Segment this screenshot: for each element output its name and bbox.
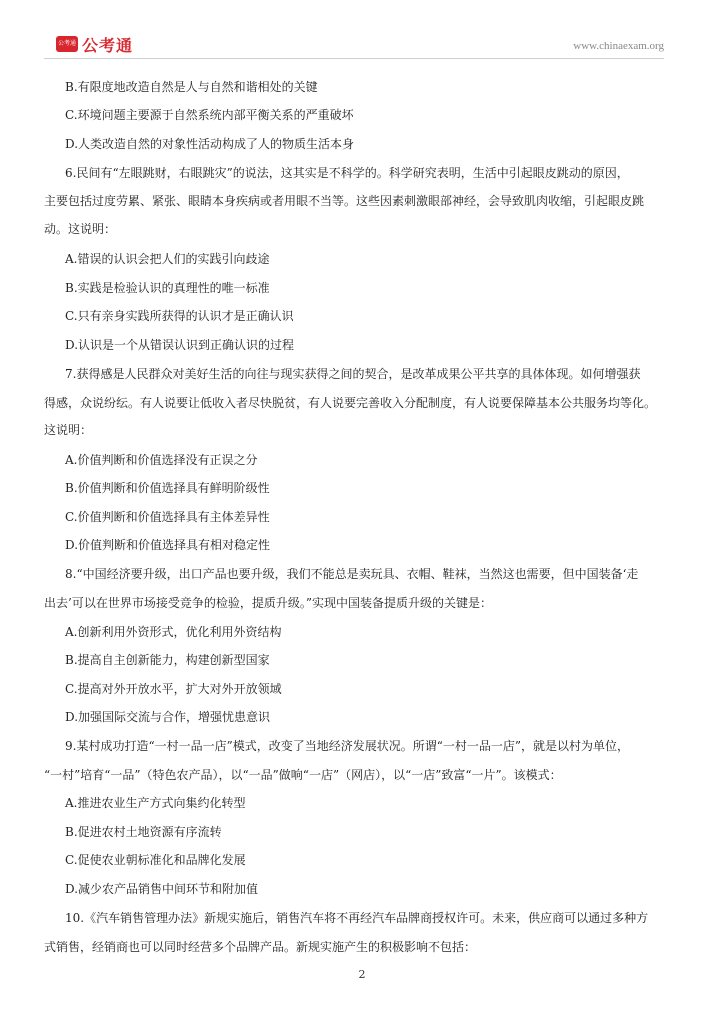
site-url[interactable]: www.chinaexam.org <box>573 40 664 52</box>
logo-text: 公考通 <box>82 36 134 55</box>
option-c: C.价值判断和价值选择具有主体差异性 <box>65 510 270 524</box>
option-d: D.人类改造自然的对象性活动构成了人的物质生活本身 <box>65 137 355 151</box>
option-b: B.价值判断和价值选择具有鲜明阶级性 <box>65 481 270 495</box>
option-d: D.认识是一个从错误认识到正确认识的过程 <box>65 338 295 352</box>
question-9-text: 9.某村成功打造“一村一品一店”模式，改变了当地经济发展状况。所谓“一村一品一店”，就是以村为单位， <box>65 739 629 753</box>
header-divider <box>44 58 664 59</box>
option-d: D.价值判断和价值选择具有相对稳定性 <box>65 538 271 552</box>
question-10-text: 10.《汽车销售管理办法》新规实施后，销售汽车将不再经汽车品牌商授权许可。未来，供应商可以通过多种方 <box>65 911 649 925</box>
question-9-text: “一村”培育“一品”（特色农产品），以“一品”做响“一店”（网店），以“一店”致富“一片”。该模式： <box>44 768 562 782</box>
option-d: D.加强国际交流与合作，增强忧患意识 <box>65 710 271 724</box>
option-c: C.提高对外开放水平，扩大对外开放领域 <box>65 682 282 696</box>
option-b: B.实践是检验认识的真理性的唯一标准 <box>65 281 270 295</box>
option-c: C.促使农业朝标准化和品牌化发展 <box>65 853 246 867</box>
question-6-text: 动。这说明： <box>44 222 117 236</box>
option-a: A.错误的认识会把人们的实践引向歧途 <box>65 252 270 266</box>
question-8-text: 出去’可以在世界市场接受竞争的检验，提质升级。”实现中国装备提质升级的关键是： <box>44 596 492 610</box>
question-6-text: 主要包括过度劳累、紧张、眼睛本身疾病或者用眼不当等。这些因素刺激眼部神经，会导致肌肉收缩，引起眼皮跳 <box>44 194 645 208</box>
question-7-text: 7.获得感是人民群众对美好生活的向往与现实获得之间的契合，是改革成果公平共享的具体体现。如何增强获 <box>65 367 641 381</box>
option-b: B.促进农村土地资源有序流转 <box>65 825 222 839</box>
question-7-text: 这说明： <box>44 423 93 437</box>
question-6-text: 6.民间有“左眼跳财，右眼跳灾”的说法，这其实是不科学的。科学研究表明，生活中引起眼皮跳动的原因， <box>65 166 629 180</box>
option-c: C.环境问题主要源于自然系统内部平衡关系的严重破坏 <box>65 108 354 122</box>
option-a: A.价值判断和价值选择没有正误之分 <box>65 453 258 467</box>
question-10-text: 式销售，经销商也可以同时经营多个品牌产品。新规实施产生的积极影响不包括： <box>44 940 477 954</box>
option-b: B.有限度地改造自然是人与自然和谐相处的关键 <box>65 80 318 94</box>
logo-icon: 公考通 <box>56 36 78 52</box>
page-header <box>44 34 664 60</box>
option-d: D.减少农产品销售中间环节和附加值 <box>65 882 259 896</box>
question-7-text: 得感，众说纷纭。有人说要让低收入者尽快脱贫，有人说要完善收入分配制度，有人说要保障基本公共服务均等化。 <box>44 396 657 410</box>
option-c: C.只有亲身实践所获得的认识才是正确认识 <box>65 309 294 323</box>
option-b: B.提高自主创新能力，构建创新型国家 <box>65 653 270 667</box>
page-number: 2 <box>358 968 366 981</box>
question-8-text: 8.“中国经济要升级，出口产品也要升级，我们不能总是卖玩具、衣帽、鞋袜，当然这也需要，但中国装备‘走 <box>65 567 639 581</box>
option-a: A.创新利用外资形式，优化利用外资结构 <box>65 625 282 639</box>
option-a: A.推进农业生产方式向集约化转型 <box>65 796 246 810</box>
